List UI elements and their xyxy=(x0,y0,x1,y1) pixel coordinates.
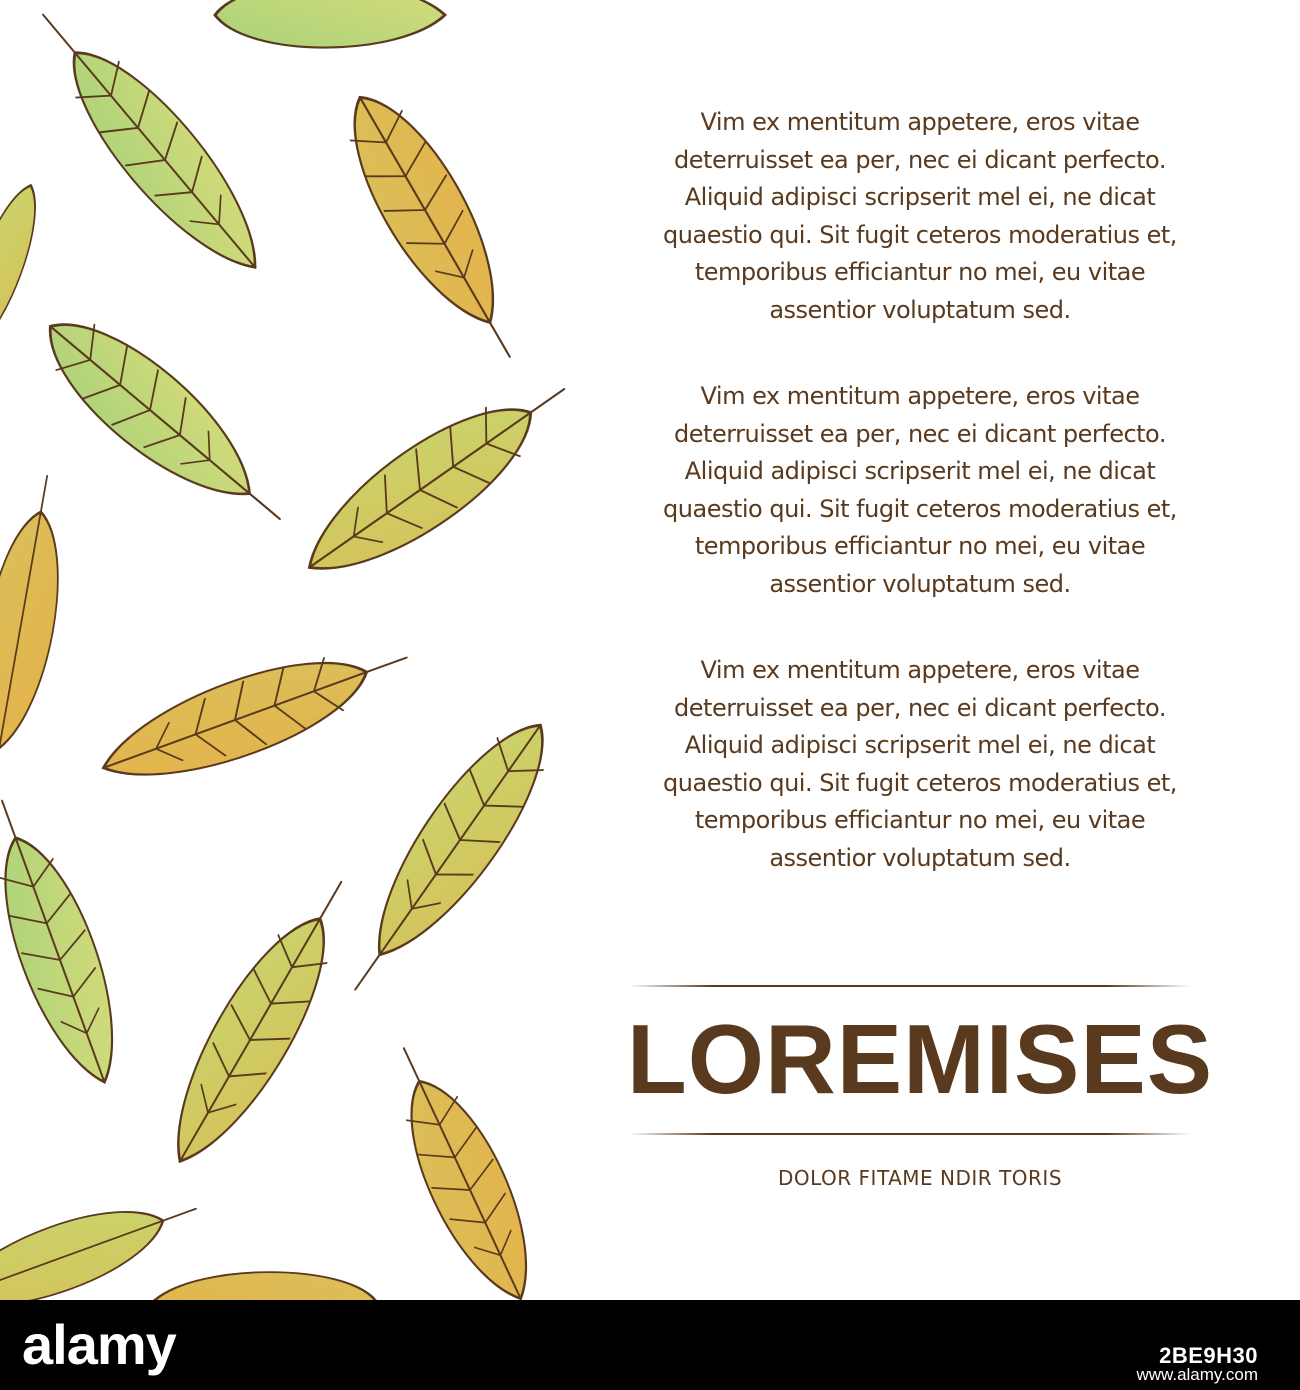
paragraph-line: Aliquid adipisci scripserit mel ei, ne dicat xyxy=(684,183,1156,211)
leaf-pattern xyxy=(0,0,600,1300)
paragraph-line: quaestio qui. Sit fugit ceteros moderatius et, xyxy=(663,494,1177,523)
leaf-9 xyxy=(325,704,571,1010)
paragraph-line: assentior voluptatum sed. xyxy=(769,569,1071,598)
paragraph-line: temporibus efficiantur no mei, eu vitae xyxy=(694,258,1146,286)
leaf-3 xyxy=(326,78,544,376)
main-title: LOREMISES xyxy=(626,1004,1214,1114)
leaf-7 xyxy=(0,471,79,754)
svg-text:alamy: alamy xyxy=(22,1316,176,1376)
paragraph-line: assentior voluptatum sed. xyxy=(769,295,1071,324)
paragraph-line: deterruisset ea per, nec ei dicant perfecto. xyxy=(674,145,1166,174)
paragraph-line: temporibus efficiantur no mei, eu vitae xyxy=(694,532,1146,560)
leaf-8 xyxy=(91,623,419,803)
paragraph-3 xyxy=(590,652,1250,877)
site-url: www.alamy.com xyxy=(1136,1365,1258,1384)
image-id: 2BE9H30 xyxy=(1159,1343,1258,1368)
paragraph-line: temporibus efficiantur no mei, eu vitae xyxy=(694,806,1146,834)
leaf-4 xyxy=(0,178,50,361)
paragraph-line: quaestio qui. Sit fugit ceteros moderatius et, xyxy=(663,768,1177,797)
leaf-13 xyxy=(0,1178,207,1300)
paragraph-line: assentior voluptatum sed. xyxy=(769,843,1071,872)
title-rule-top xyxy=(628,985,1190,987)
leaf-11 xyxy=(148,864,373,1180)
paragraph-line: Vim ex mentitum appetere, eros vitae xyxy=(700,382,1140,410)
leaf-5 xyxy=(25,296,305,549)
paragraph-line: deterruisset ea per, nec ei dicant perfecto. xyxy=(674,419,1166,448)
leaf-12 xyxy=(370,1033,554,1300)
paragraph-1 xyxy=(590,104,1250,329)
subtitle: DOLOR FITAME NDIR TORIS xyxy=(777,1166,1063,1190)
paragraph-line: quaestio qui. Sit fugit ceteros moderatius et, xyxy=(663,220,1177,249)
paragraph-line: Vim ex mentitum appetere, eros vitae xyxy=(700,656,1140,684)
leaf-14 xyxy=(155,1272,375,1300)
leaf-2 xyxy=(15,0,283,291)
paragraph-line: Aliquid adipisci scripserit mel ei, ne dicat xyxy=(684,457,1156,485)
alamy-logo xyxy=(20,1316,240,1376)
paragraph-line: deterruisset ea per, nec ei dicant perfecto. xyxy=(674,693,1166,722)
leaf-10 xyxy=(0,788,139,1094)
leaf-6 xyxy=(287,357,587,600)
paragraph-line: Aliquid adipisci scripserit mel ei, ne dicat xyxy=(684,731,1156,759)
title-rule-bottom xyxy=(628,1133,1190,1135)
leaf-1 xyxy=(215,0,445,48)
paragraph-2 xyxy=(590,378,1250,603)
paragraph-line: Vim ex mentitum appetere, eros vitae xyxy=(700,108,1140,136)
